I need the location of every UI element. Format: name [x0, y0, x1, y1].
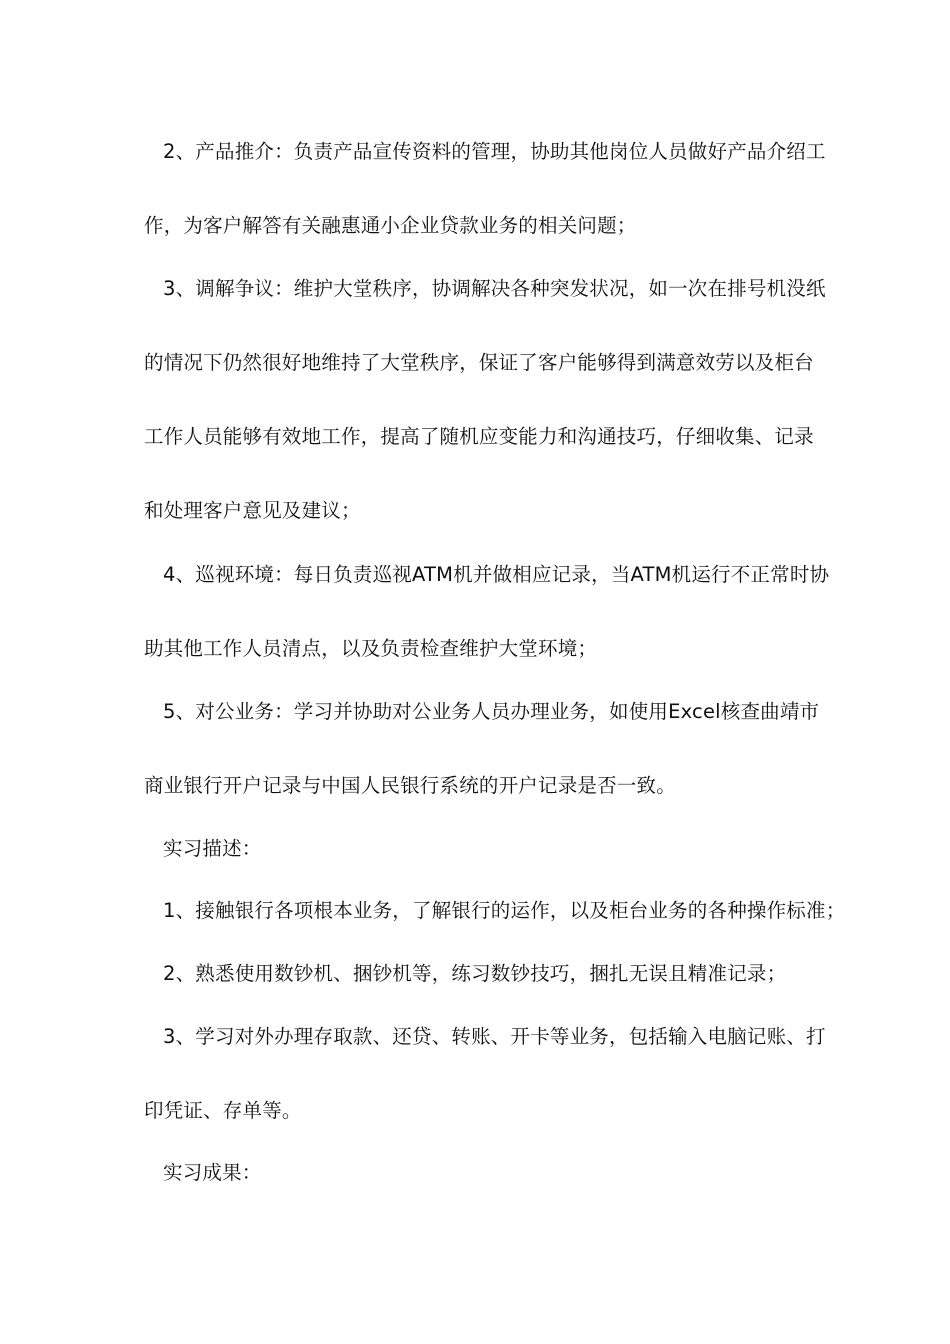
- paragraph-line: 商业银行开户记录与中国人民银行系统的开户记录是否一致。: [144, 774, 676, 797]
- paragraph-line: 印凭证、存单等。: [144, 1099, 302, 1122]
- section-heading: 实习成果：: [163, 1161, 262, 1184]
- paragraph-line: 的情况下仍然很好地维持了大堂秩序，保证了客户能够得到满意效劳以及柜台: [144, 351, 814, 374]
- paragraph-line: 作，为客户解答有关融惠通小企业贷款业务的相关问题；: [144, 214, 637, 237]
- list-item: 2、熟悉使用数钞机、捆钞机等，练习数钞技巧，捆扎无误且精准记录；: [163, 962, 787, 985]
- section-heading: 实习描述：: [163, 837, 262, 860]
- paragraph-line: 助其他工作人员清点，以及负责检查维护大堂环境；: [144, 637, 598, 660]
- paragraph-line: 和处理客户意见及建议；: [144, 499, 361, 522]
- paragraph-line: 5、对公业务：学习并协助对公业务人员办理业务，如使用Excel核查曲靖市: [163, 700, 820, 723]
- paragraph-line: 3、调解争议：维护大堂秩序，协调解决各种突发状况，如一次在排号机没纸: [163, 277, 826, 300]
- paragraph-line: 4、巡视环境：每日负责巡视ATM机并做相应记录，当ATM机运行不正常时协: [163, 563, 830, 586]
- list-item: 1、接触银行各项根本业务，了解银行的运作，以及柜台业务的各种操作标准；: [163, 899, 846, 922]
- paragraph-line: 工作人员能够有效地工作，提高了随机应变能力和沟通技巧，仔细收集、记录: [144, 425, 814, 448]
- paragraph-line: 2、产品推介：负责产品宣传资料的管理，协助其他岗位人员做好产品介绍工: [163, 140, 826, 163]
- list-item: 3、学习对外办理存取款、还贷、转账、开卡等业务，包括输入电脑记账、打: [163, 1025, 826, 1048]
